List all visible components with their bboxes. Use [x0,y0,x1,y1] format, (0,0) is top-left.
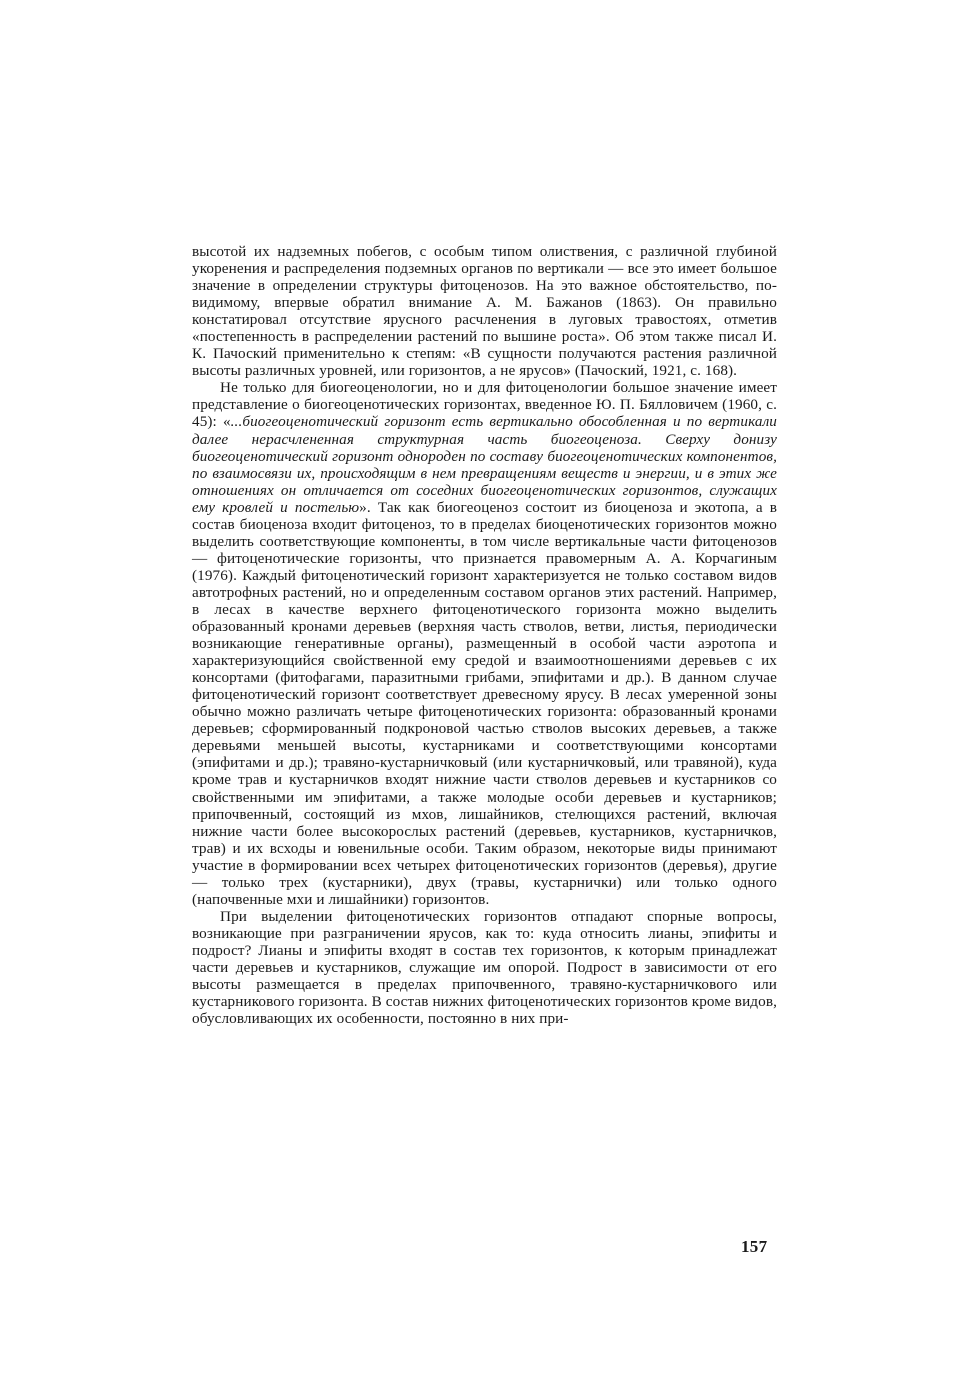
page-number: 157 [741,1237,768,1256]
paragraph-2 [192,379,777,907]
paragraph-1 [192,243,777,379]
paragraph-3 [192,908,777,1027]
paragraph-3-text: При выделении фитоценотических горизонтов отпадают спорные вопросы, возникающие при разграничении ярусов, как то: куда относить лианы, эпифиты и подрост? Лианы и эпифиты входят в состав тех горизонтов, к которым принадлежат части деревьев и кустарников, служащие им опорой. Подрост в зависимости от его высоты размещается в пределах припочвенного, травяно-кустарничкового или кустарникового горизонта. В состав нижних фитоценотических горизонтов кроме видов, обусловливающих их особенности, постоянно в них при- [192,907,777,1028]
paragraph-2-quote-italic: ...биогеоценотический горизонт есть вертикально обособленная и по вертикали далее нерасчлененная структурная часть биогеоценоза. Сверху донизу биогеоценотический горизонт однороден по составу биогеоценотических компонентов, по взаимосвязи их, происходящим в нем превращениям веществ и энергии, и в этих же отношениях он отличается от соседних биогеоценотических горизонтов, служащих ему кровлей и постелью [192,413,777,516]
paragraph-2-text-end: ». Так как биогеоценоз состоит из биоценоза и экотопа, а в состав биоценоза входит фитоценоз, то в пределах биоценотических горизонтов можно выделить соответствующие компоненты, в том числе вертикальные части фитоценозов — фитоценотические горизонты, что признается правомерным А. А. Корчагиным (1976). Каждый фитоценотический горизонт характеризуется не только составом видов автотрофных растений, но и определенным составом органов этих растений. Например, в лесах в качестве верхнего фитоценотического горизонта можно выделить образованный кронами деревьев (верхняя часть стволов, ветви, листья, периодически возникающие генеративные органы), размещенный в особой части аэротопа и характеризующийся свойственной ему средой и взаимоотношениями деревьев с их консортами (фитофагами, паразитными грибами, эпифитами и др.). В данном случае фитоценотический горизонт соответствует древесному ярусу. В лесах умеренной зоны обычно можно различать четыре фитоценотических горизонта: образованный кронами деревьев; сформированный подкроновой частью стволов высоких деревьев, а также деревьями меньшей высоты, кустарниками и соответствующими консортами (эпифитами и др.); травяно-кустарничковый (или кустарничковый, или травяной), куда кроме трав и кустарничков входят нижние части стволов деревьев и кустарников со свойственными им эпифитами, а также молодые особи деревьев и кустарников; припочвенный, состоящий из мхов, лишайников, стелющихся растений, включая нижние части более высокорослых растений (деревьев, кустарников, кустарничков, трав) и их всходы и ювенильные особи. Таким образом, некоторые виды принимают участие в формировании всех четырех фитоценотических горизонтов (деревья), другие — только трех (кустарники), двух (травы, кустарнички) или только одного (напочвенные мхи и лишайники) горизонтов. [192,498,777,908]
paragraph-2-text-start: Не только для биогеоценологии, но и для фитоценологии большое значение имеет представление о биогеоценотических горизонтах, введенное Ю. П. Бялловичем (1960, с. 45): « [192,379,777,431]
paragraph-1-text: высотой их надземных побегов, с особым типом олиствения, с различной глубиной укоренения и распределения подземных органов по вертикали — все это имеет большое значение в определении структуры фитоценозов. На это важное обстоятельство, по-видимому, впервые обратил внимание А. М. Бажанов (1863). Он правильно констатировал отсутствие ярусного расчленения в луговых травостоях, отметив «постепенность в распределении растений по вышине роста». Об этом также писал И. К. Пачоский применительно к степям: «В сущности получаются растения различной высоты различных уровней, или горизонтов, а не ярусов» (Пачоский, 1921, с. 168). [192,243,777,380]
body-text [192,243,777,1027]
